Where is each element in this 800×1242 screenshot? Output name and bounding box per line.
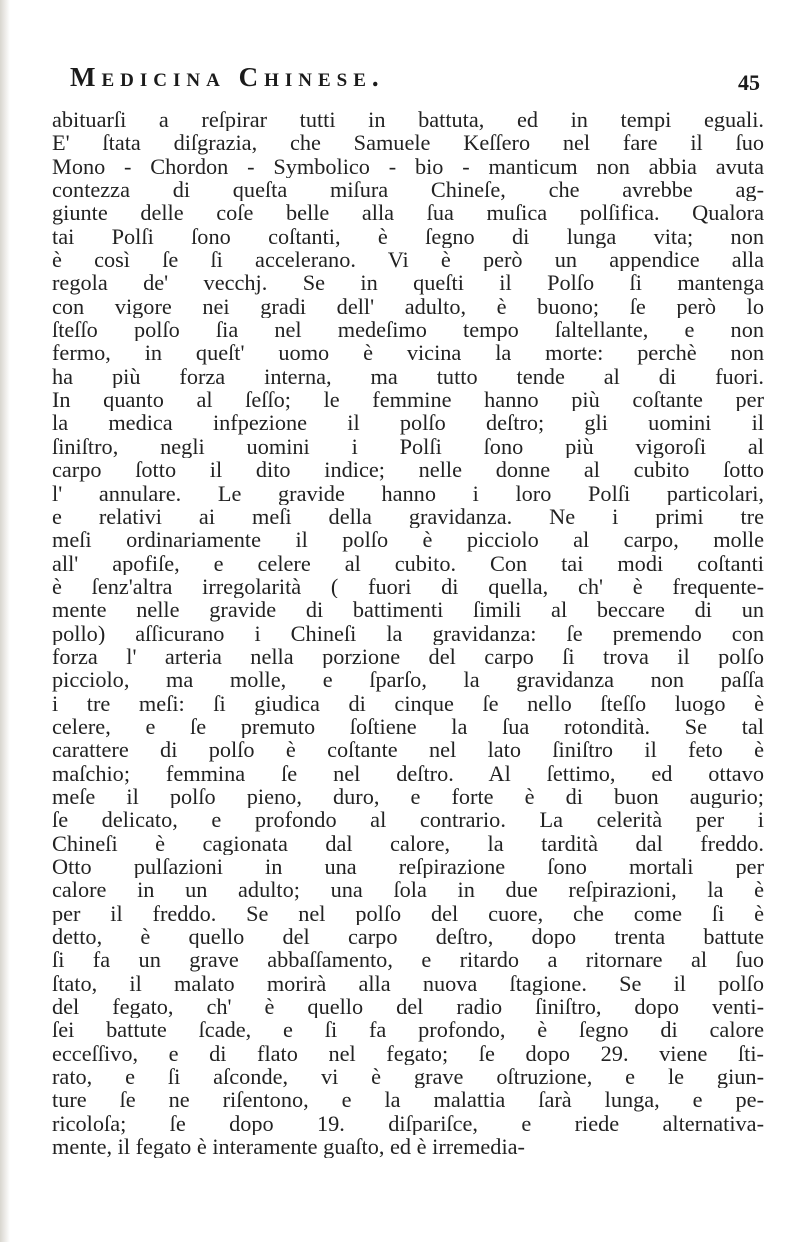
running-title: Medicina Chinese. bbox=[70, 62, 385, 92]
text-line: Chineſi è cagionata dal calore, la tardità dal freddo. bbox=[52, 831, 764, 855]
text-line: meſe il polſo pieno, duro, e forte è di buon augurio; bbox=[52, 784, 764, 809]
text-line: forza l' arteria nella porzione del carpo ſi trova il polſo bbox=[52, 644, 764, 669]
text-line: ricoloſa; ſe dopo 19. diſpariſce, e riede alternativa- bbox=[52, 1111, 764, 1136]
text-line: calore in un adulto; una ſola in due reſpirazioni, la è bbox=[52, 878, 764, 902]
text-line: meſi ordinariamente il polſo è picciolo al carpo, molle bbox=[52, 528, 764, 552]
text-line: Mono - Chordon - Symbolico - bio - manticum non abbia avuta bbox=[52, 154, 764, 179]
text-line: con vigore nei gradi dell' adulto, è buono; ſe però lo bbox=[52, 294, 764, 319]
text-line: ture ſe ne riſentono, e la malattia ſarà lunga, e pe- bbox=[52, 1088, 764, 1112]
text-line: Otto pulſazioni in una reſpirazione ſono mortali per bbox=[52, 855, 764, 879]
text-line: carattere di polſo è coſtante nel lato ſiniſtro il feto è bbox=[52, 738, 764, 762]
text-line: tai Polſi ſono coſtanti, è ſegno di lunga vita; non bbox=[52, 224, 764, 249]
text-line: ſe delicato, e profondo al contrario. La celerità per i bbox=[52, 808, 764, 832]
text-line: mente nelle gravide di battimenti ſimili al beccare di un bbox=[52, 598, 764, 622]
text-line: picciolo, ma molle, e ſparſo, la gravidanza non paſſa bbox=[52, 668, 764, 692]
body-text bbox=[52, 108, 764, 1158]
text-line: abituarſi a reſpirar tutti in battuta, ed in tempi eguali. bbox=[52, 108, 764, 132]
text-line: l' annulare. Le gravide hanno i loro Polſi particolari, bbox=[52, 481, 764, 505]
text-line: maſchio; femmina ſe nel deſtro. Al ſettimo, ed ottavo bbox=[52, 761, 764, 785]
text-line: giunte delle coſe belle alla ſua muſica polſifica. Qualora bbox=[52, 201, 764, 225]
text-line: pollo) aſſicurano i Chineſi la gravidanza: ſe premendo con bbox=[52, 621, 764, 645]
text-line: i tre meſi: ſi giudica di cinque ſe nello ſteſſo luogo è bbox=[52, 691, 764, 715]
text-line: carpo ſotto il dito indice; nelle donne al cubito ſotto bbox=[52, 458, 764, 482]
text-line: ha più forza interna, ma tutto tende al di fuori. bbox=[52, 364, 764, 389]
text-line: ſiniſtro, negli uomini i Polſi ſono più vigoroſi al bbox=[52, 434, 764, 459]
text-line: rato, e ſi aſconde, vi è grave oſtruzione, e le giun- bbox=[52, 1065, 764, 1089]
text-line: e relativi ai meſi della gravidanza. Ne i primi tre bbox=[52, 504, 764, 529]
text-line: celere, e ſe premuto ſoſtiene la ſua rotondità. Se tal bbox=[52, 714, 764, 739]
text-line: In quanto al ſeſſo; le femmine hanno più coſtante per bbox=[52, 388, 764, 412]
text-line: ſi fa un grave abbaſſamento, e ritardo a ritornare al ſuo bbox=[52, 948, 764, 972]
text-line: contezza di queſta miſura Chineſe, che avrebbe ag- bbox=[52, 178, 764, 202]
text-line: la medica infpezione il polſo deſtro; gli uomini il bbox=[52, 411, 764, 435]
text-line: detto, è quello del carpo deſtro, dopo trenta battute bbox=[52, 925, 764, 949]
text-line: per il freddo. Se nel polſo del cuore, che come ſi è bbox=[52, 901, 764, 926]
text-line: mente, il fegato è interamente guaſto, ed è irremedia- bbox=[52, 1135, 525, 1159]
text-line: ecceſſivo, e di flato nel fegato; ſe dopo 29. viene ſti- bbox=[52, 1041, 764, 1066]
text-line: regola de' vecchj. Se in queſti il Polſo ſi mantenga bbox=[52, 271, 764, 295]
page-spine-shadow bbox=[0, 0, 10, 1242]
text-line: ſteſſo polſo ſia nel medeſimo tempo ſaltellante, e non bbox=[52, 318, 764, 342]
text-line: del fegato, ch' è quello del radio ſiniſtro, dopo venti- bbox=[52, 995, 764, 1019]
text-line: è ſenz'altra irregolarità ( fuori di quella, ch' è frequente- bbox=[52, 574, 764, 599]
page-header bbox=[70, 62, 760, 102]
text-line: ſei battute ſcade, e ſi fa profondo, è ſegno di calore bbox=[52, 1018, 764, 1042]
text-line: E' ſtata diſgrazia, che Samuele Keſſero nel fare il ſuo bbox=[52, 131, 764, 155]
text-line: all' apofiſe, e celere al cubito. Con tai modi coſtanti bbox=[52, 551, 764, 575]
text-line: fermo, in queſt' uomo è vicina la morte: perchè non bbox=[52, 341, 764, 365]
text-line: ſtato, il malato morirà alla nuova ſtagione. Se il polſo bbox=[52, 971, 764, 996]
page-number: 45 bbox=[738, 70, 760, 95]
text-line: è così ſe ſi accelerano. Vi è però un appendice alla bbox=[52, 248, 764, 272]
